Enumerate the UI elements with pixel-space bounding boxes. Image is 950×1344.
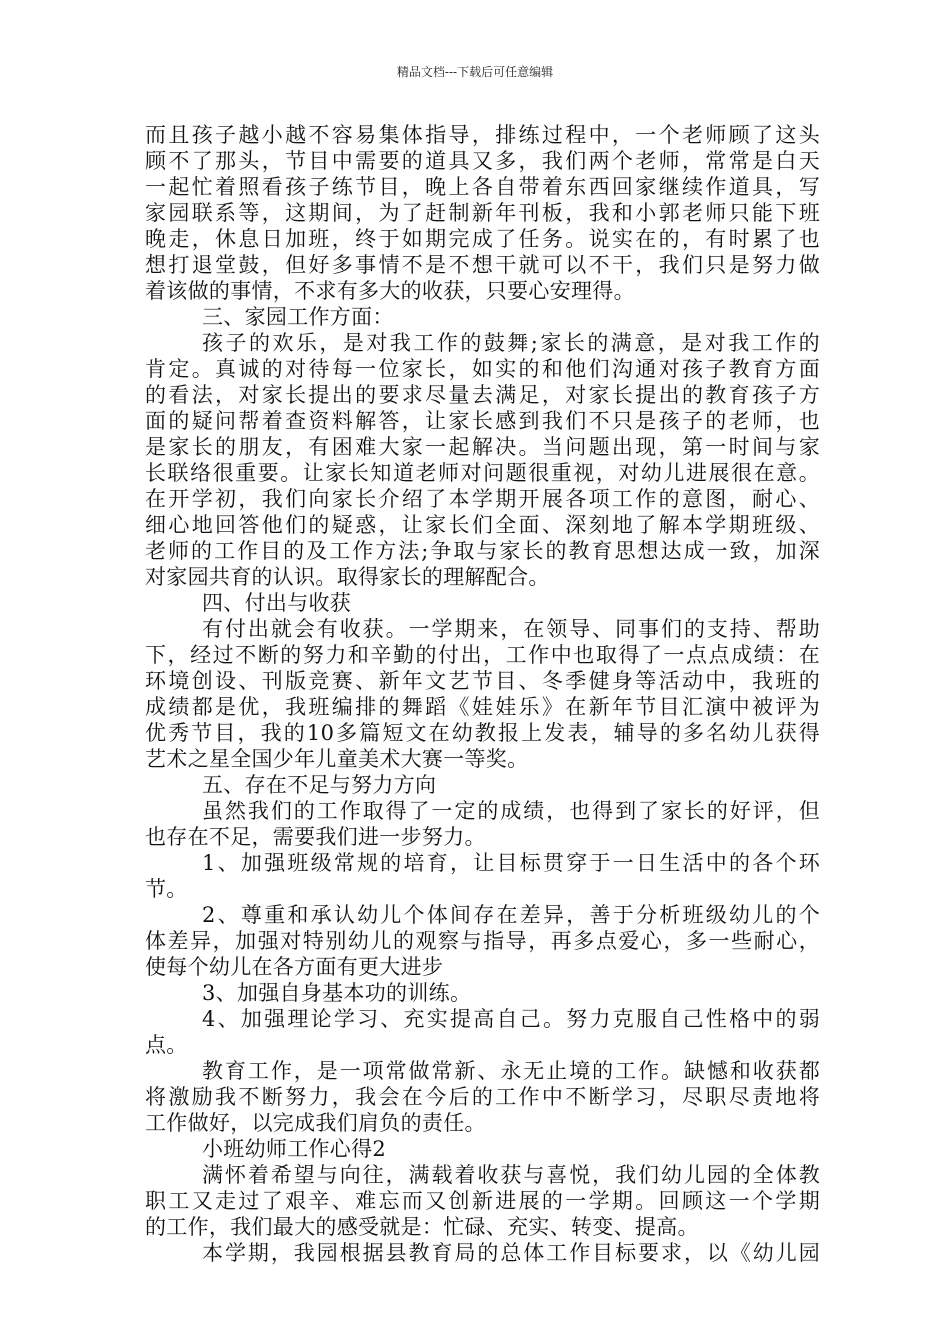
text-line: 点。 <box>145 1033 188 1057</box>
text-line: 的看法，对家长提出的要求尽量去满足，对家长提出的教育孩子方 <box>145 383 820 407</box>
text-line: 工作做好，以完成我们肩负的责任。 <box>145 1111 486 1135</box>
text-line: 一起忙着照看孩子练节目，晚上各自带着东西回家继续作道具，写 <box>145 175 820 199</box>
section-heading: 五、存在不足与努力方向 <box>202 773 437 797</box>
section-heading: 四、付出与收获 <box>202 591 352 615</box>
text-line: 职工又走过了艰辛、难忘而又创新进展的一学期。回顾这一个学期 <box>145 1189 820 1213</box>
text-line: 顾不了那头，节目中需要的道具又多，我们两个老师，常常是白天 <box>145 149 820 173</box>
text-line: 老师的工作目的及工作方法;争取与家长的教育思想达成一致，加深 <box>145 539 820 563</box>
text-line: 在开学初，我们向家长介绍了本学期开展各项工作的意图，耐心、 <box>145 487 820 511</box>
text-line: 节。 <box>145 877 188 901</box>
section-heading: 小班幼师工作心得2 <box>202 1137 387 1161</box>
text-line: 家园联系等，这期间，为了赶制新年刊板，我和小郭老师只能下班 <box>145 201 820 225</box>
text-line: 面的疑问帮着查资料解答，让家长感到我们不只是孩子的老师，也 <box>145 409 820 433</box>
text-line: 将激励我不断努力，我会在今后的工作中不断学习，尽职尽责地将 <box>145 1085 820 1109</box>
text-line: 着该做的事情，不求有多大的收获，只要心安理得。 <box>145 279 635 303</box>
text-line: 长联络很重要。让家长知道老师对问题很重视，对幼儿进展很在意。 <box>145 461 820 485</box>
text-line: 下，经过不断的努力和辛勤的付出，工作中也取得了一点点成绩：在 <box>145 643 820 667</box>
list-item-line: 2、尊重和承认幼儿个体间存在差异，善于分析班级幼儿的个 <box>202 903 820 927</box>
section-heading: 三、家园工作方面： <box>202 305 394 329</box>
page-header: 精品文档---下载后可任意编辑 <box>396 65 554 79</box>
text-line: 而且孩子越小越不容易集体指导，排练过程中，一个老师顾了这头 <box>145 123 820 147</box>
text-line: 的工作，我们最大的感受就是：忙碌、充实、转变、提高。 <box>145 1215 699 1239</box>
text-line: 晚走，休息日加班，终于如期完成了任务。说实在的，有时累了也 <box>145 227 820 251</box>
text-line: 对家园共育的认识。取得家长的理解配合。 <box>145 565 550 589</box>
text-line: 肯定。真诚的对待每一位家长，如实的和他们沟通对孩子教育方面 <box>145 357 820 381</box>
text-line: 环境创设、刊版竞赛、新年文艺节目、冬季健身等活动中，我班的 <box>145 669 820 693</box>
list-item-line: 4、加强理论学习、充实提高自己。努力克服自己性格中的弱 <box>202 1007 820 1031</box>
text-line: 使每个幼儿在各方面有更大进步 <box>145 955 444 979</box>
text-line: 细心地回答他们的疑惑，让家长们全面、深刻地了解本学期班级、 <box>145 513 820 537</box>
text-line: 艺术之星全国少年儿童美术大赛一等奖。 <box>145 747 529 771</box>
paragraph-first-line: 孩子的欢乐，是对我工作的鼓舞;家长的满意，是对我工作的 <box>202 331 820 355</box>
paragraph-first-line: 虽然我们的工作取得了一定的成绩，也得到了家长的好评，但 <box>202 799 820 823</box>
list-item-line: 3、加强自身基本功的训练。 <box>202 981 472 1005</box>
text-line: 也存在不足，需要我们进一步努力。 <box>145 825 486 849</box>
text-line: 想打退堂鼓，但好多事情不是不想干就可以不干，我们只是努力做 <box>145 253 820 277</box>
paragraph-first-line: 教育工作，是一项常做常新、永无止境的工作。缺憾和收获都 <box>202 1059 820 1083</box>
paragraph-first-line: 满怀着希望与向往，满载着收获与喜悦，我们幼儿园的全体教 <box>202 1163 820 1187</box>
paragraph-first-line: 有付出就会有收获。一学期来，在领导、同事们的支持、帮助 <box>202 617 820 641</box>
text-line: 体差异，加强对特别幼儿的观察与指导，再多点爱心，多一些耐心， <box>145 929 820 953</box>
paragraph-first-line: 本学期，我园根据县教育局的总体工作目标要求，以《幼儿园 <box>202 1241 820 1265</box>
text-line: 是家长的朋友，有困难大家一起解决。当问题出现，第一时间与家 <box>145 435 820 459</box>
document-body <box>145 122 820 1266</box>
text-line: 优秀节目，我的10多篇短文在幼教报上发表，辅导的多名幼儿获得 <box>145 721 820 745</box>
text-line: 成绩都是优，我班编排的舞蹈《娃娃乐》在新年节目汇演中被评为 <box>145 695 820 719</box>
list-item-line: 1、加强班级常规的培育，让目标贯穿于一日生活中的各个环 <box>202 851 820 875</box>
